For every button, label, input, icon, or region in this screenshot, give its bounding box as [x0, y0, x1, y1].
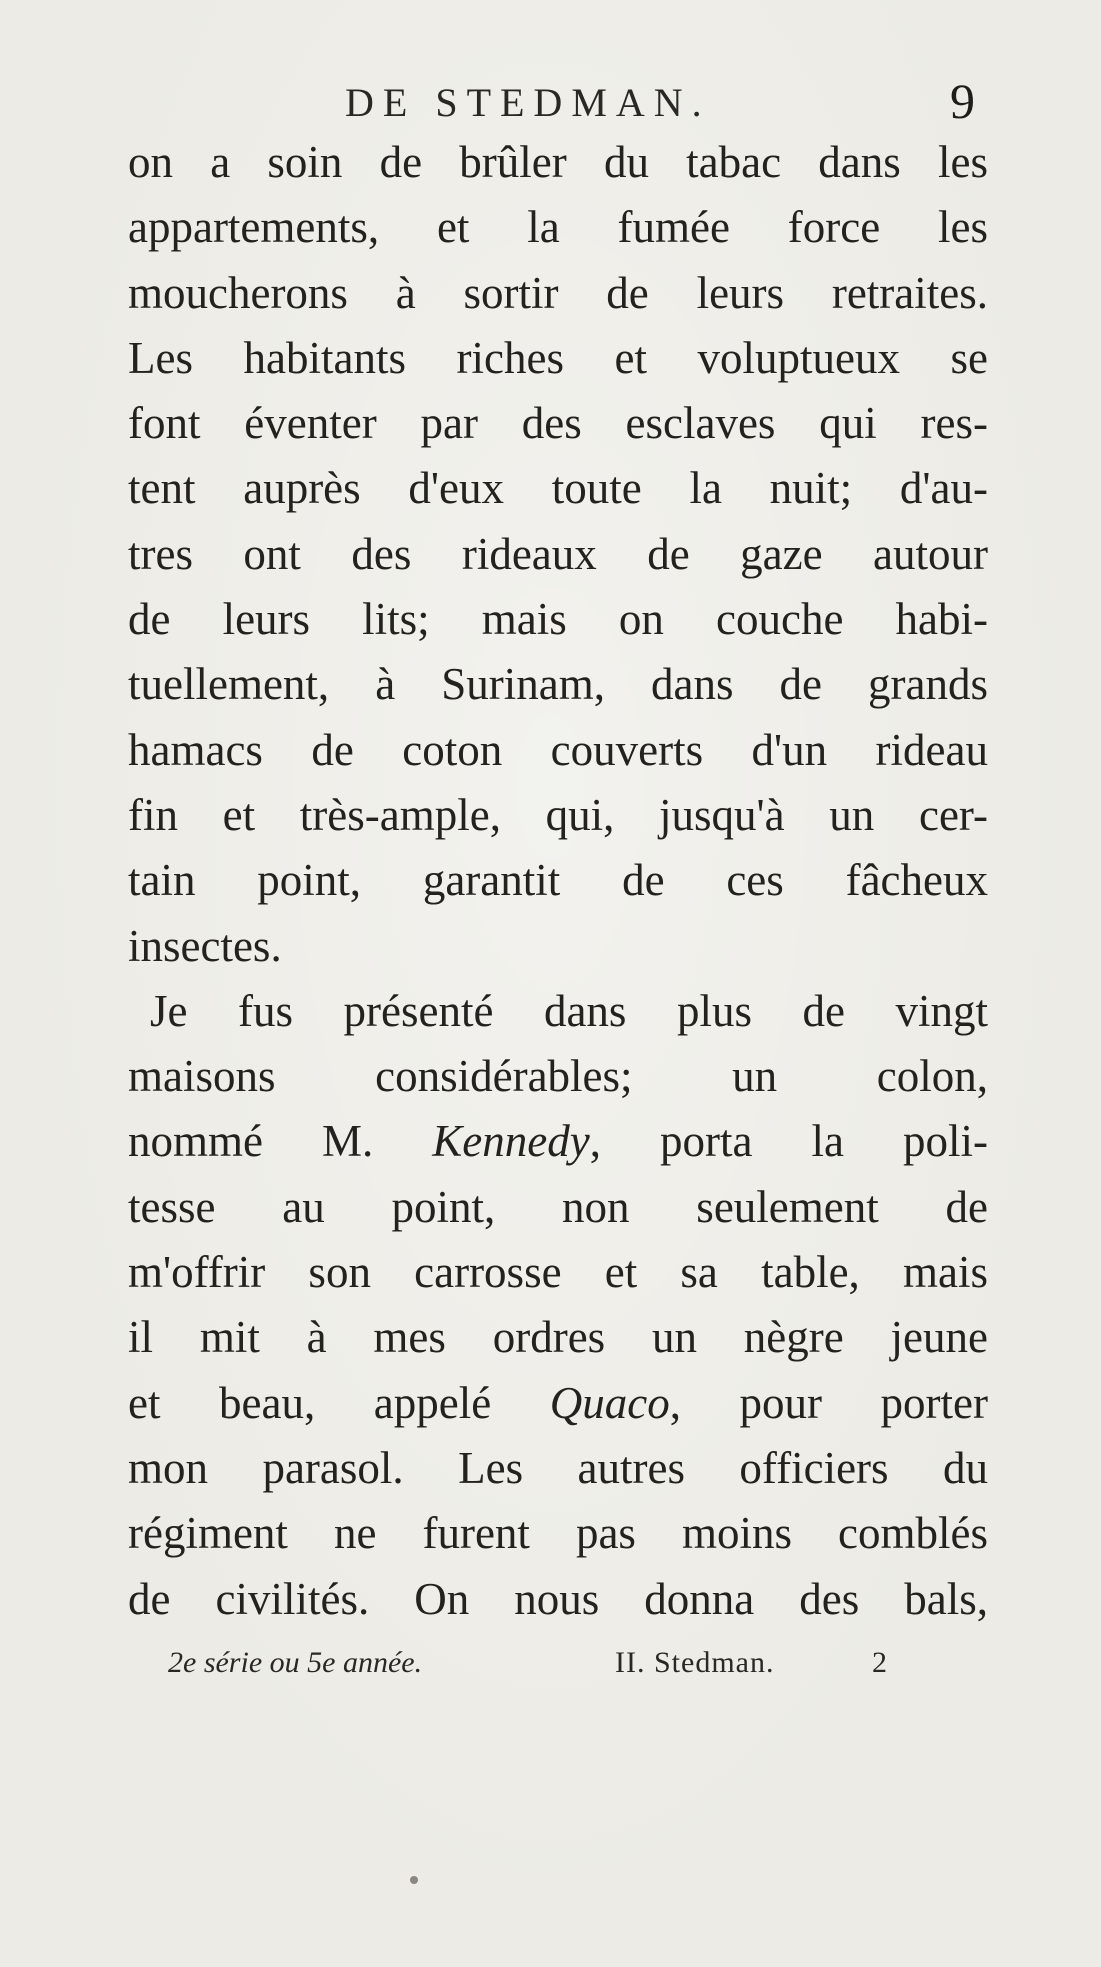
- text-line: tent auprès d'eux toute la nuit; d'au-: [128, 463, 988, 514]
- page-header: [0, 75, 1101, 131]
- text-line: font éventer par des esclaves qui res-: [128, 398, 988, 449]
- running-title: DE STEDMAN.: [345, 80, 711, 125]
- text-line: Les habitants riches et voluptueux se: [128, 332, 988, 383]
- text-line: on a soin de brûler du tabac dans les: [128, 137, 988, 187]
- page-footer: [168, 1638, 908, 1688]
- text-line: m'offrir son carrosse et sa table, mais: [128, 1247, 988, 1298]
- text-line: fin et très-ample, qui, jusqu'à un cer-: [128, 789, 988, 840]
- body-text: [128, 130, 988, 1632]
- text-segment: , pour porter: [669, 1377, 988, 1428]
- footer-series: 2e série ou 5e année.: [168, 1646, 423, 1679]
- text-line: Je fus présenté dans plus de vingt: [150, 985, 988, 1036]
- text-segment: et beau, appelé: [128, 1377, 550, 1428]
- text-line: insectes.: [128, 920, 282, 971]
- page-number: 9: [950, 73, 975, 129]
- text-line: [128, 1371, 988, 1436]
- text-line: il mit à mes ordres un nègre jeune: [128, 1312, 988, 1363]
- text-line: de civilités. On nous donna des bals,: [128, 1573, 988, 1624]
- text-line: tain point, garantit de ces fâcheux: [128, 855, 988, 906]
- text-line: [128, 1109, 988, 1174]
- footer-author: II. Stedman.: [615, 1646, 775, 1679]
- text-segment: , porta la poli-: [589, 1116, 988, 1167]
- text-line: appartements, et la fumée force les: [128, 202, 988, 253]
- text-line: maisons considérables; un colon,: [128, 1051, 988, 1102]
- text-line: tesse au point, non seulement de: [128, 1181, 988, 1232]
- text-line: moucherons à sortir de leurs retraites.: [128, 267, 988, 318]
- text-line: tres ont des rideaux de gaze autour: [128, 528, 988, 579]
- text-line: mon parasol. Les autres officiers du: [128, 1442, 988, 1493]
- text-line: régiment ne furent pas moins comblés: [128, 1508, 988, 1559]
- text-line: hamacs de coton couverts d'un rideau: [128, 724, 988, 775]
- ink-spot: [410, 1876, 418, 1884]
- italic-name: Quaco: [549, 1377, 670, 1428]
- text-segment: nommé M.: [128, 1116, 433, 1167]
- text-line: de leurs lits; mais on couche habi-: [128, 594, 988, 645]
- italic-name: Kennedy: [432, 1116, 590, 1167]
- signature-mark: 2: [872, 1646, 887, 1679]
- text-line: tuellement, à Surinam, dans de grands: [128, 659, 988, 710]
